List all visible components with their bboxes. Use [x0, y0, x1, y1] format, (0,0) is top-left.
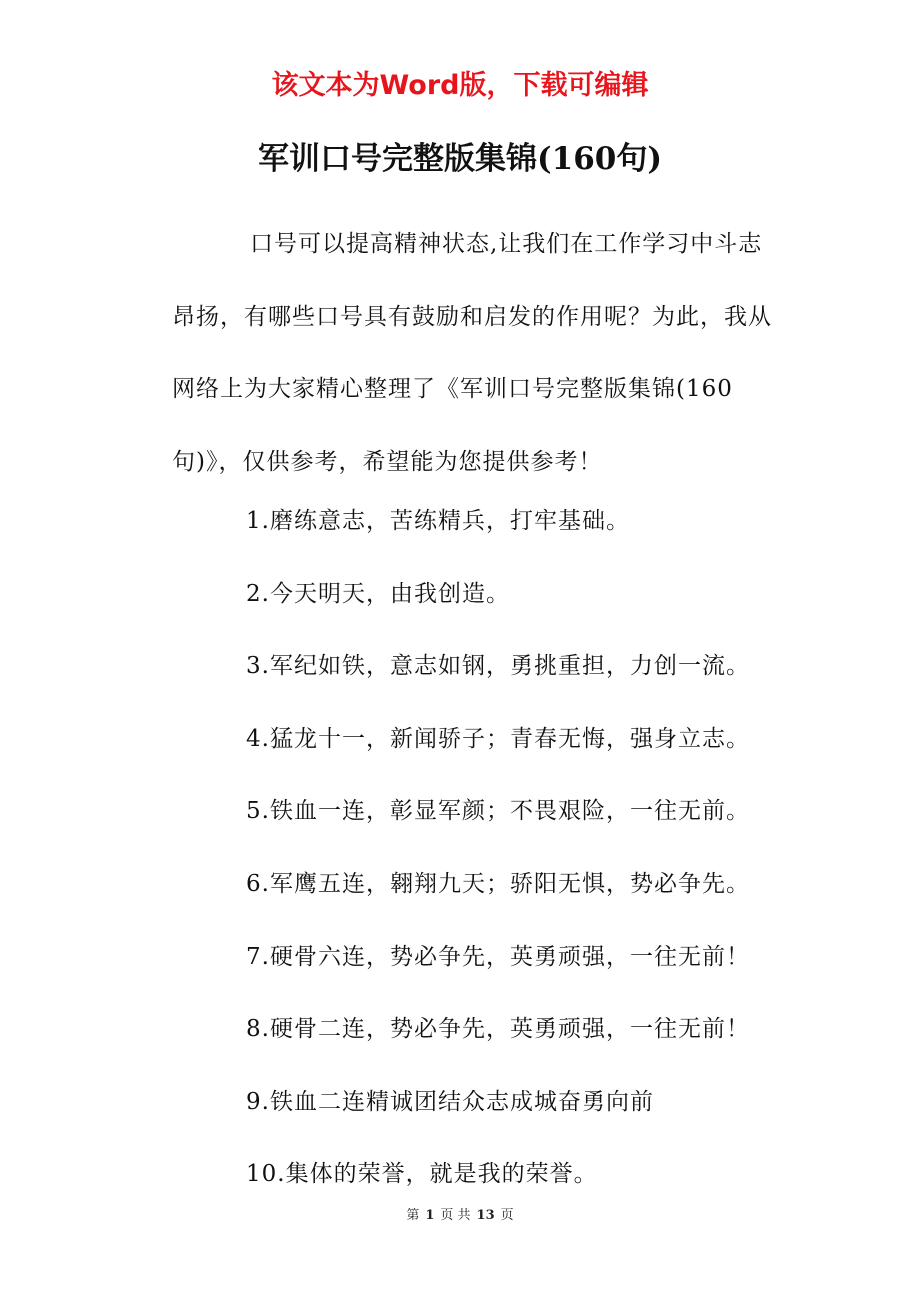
total-page-count: 13 [476, 1208, 495, 1223]
slogan-list [246, 497, 806, 1223]
footer-middle: 页 共 [440, 1208, 471, 1223]
intro-paragraph: 口号可以提高精神状态,让我们在工作学习中斗志昂扬，有哪些口号具有鼓励和启发的作用呢？为此，我从网络上为大家精心整理了《军训口号完整版集锦(160句)》，仅供参考，希望能为您提供参考！ [172, 231, 772, 475]
slogan-item: 2.今天明天，由我创造。 [246, 580, 510, 607]
slogan-item: 3.军纪如铁，意志如钢，勇挑重担，力创一流。 [246, 653, 750, 680]
footer-prefix: 第 [406, 1208, 420, 1223]
slogan-item: 5.铁血一连，彰显军颜；不畏艰险，一往无前。 [246, 798, 750, 825]
page-footer [0, 1206, 920, 1226]
download-banner: 该文本为Word版，下载可编辑 [271, 70, 649, 101]
slogan-item: 6.军鹰五连，翱翔九天；骄阳无惧，势必争先。 [246, 870, 750, 897]
slogan-item: 8.硬骨二连，势必争先，英勇顽强，一往无前！ [246, 1016, 750, 1043]
current-page-number: 1 [425, 1208, 435, 1223]
slogan-item: 1.磨练意志，苦练精兵，打牢基础。 [246, 508, 630, 534]
footer-suffix: 页 [500, 1208, 514, 1223]
slogan-item: 9.铁血二连精诚团结众志成城奋勇向前 [246, 1088, 654, 1115]
slogan-item: 7.硬骨六连，势必争先，英勇顽强，一往无前！ [246, 943, 750, 970]
document-title: 军训口号完整版集锦(160句) [257, 141, 663, 177]
slogan-item: 10.集体的荣誉，就是我的荣誉。 [246, 1161, 598, 1188]
slogan-item: 4.猛龙十一，新闻骄子；青春无悔，强身立志。 [246, 725, 750, 752]
